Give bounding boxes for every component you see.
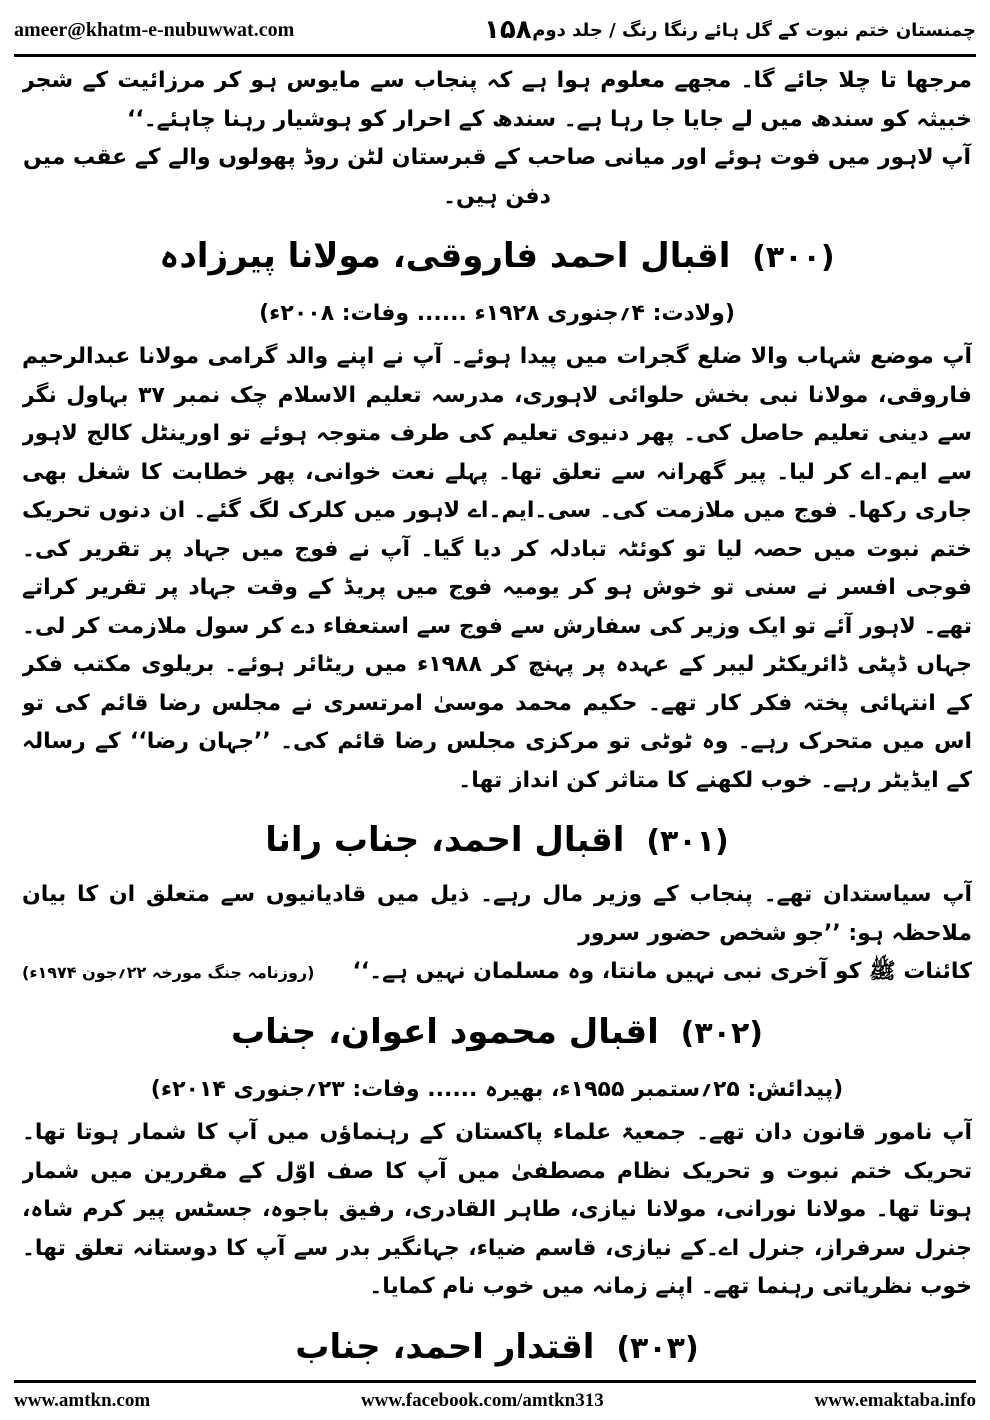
entry-number: (۳۰۲) [680,1016,763,1051]
entry-dates-302: (پیدائش: ۲۵؍ستمبر ۱۹۵۵ء، بھیرہ ...... وفات: ۲۳؍جنوری ۲۰۱۴ء) [150,1077,844,1102]
entry-number: (۳۰۱) [646,824,729,859]
page-footer [14,1386,976,1416]
quote-source: (روزنامہ جنگ مورخہ ۲۲؍جون ۱۹۷۴ء) [22,963,315,982]
page-number: ۱۵۸ [484,15,532,45]
entry-heading-300 [22,228,972,286]
entry-name: اقبال احمد، جناب رانا [265,820,625,860]
entry-body-300: آپ موضع شہاب والا ضلع گجرات میں پیدا ہوئے۔ آپ نے اپنے والد گرامی مولانا عبدالرحیم فاروقی، مولانا نبی بخش حلوائی لاہوری، مدرسہ تعلیم الاسلام چک نمبر ۳۷ بہاول نگر سے دینی تعلیم حاصل کی۔ پھر دنیوی تعلیم کی طرف متوجہ ہوئے تو اورینٹل کالج لاہور سے ایم۔اے کر لیا۔ پیر گھرانہ سے تعلق تھا۔ پہلے نعت خوانی، پھر خطابت کا شغل بھی جاری رکھا۔ فوج میں ملازمت کی۔ سی۔ایم۔اے لاہور میں کلرک لگ گئے۔ ان دنوں تحریک ختم نبوت میں حصہ لیا تو کوئٹہ تبادلہ کر دیا گیا۔ آپ نے فوج میں جہاد پر تقریر کی۔ فوجی افسر نے سنی تو خوش ہو کر یومیہ فوج میں پریڈ کے وقت جہاد پر تقریر کراتے تھے۔ لاہور آئے تو ایک وزیر کی سفارش سے فوج سے استعفاء دے کر سول ملازمت کر لی۔ جہاں ڈپٹی ڈائریکٹر لیبر کے عہدہ پر پہنچ کر ۱۹۸۸ء میں ریٹائر ہوئے۔ بریلوی مکتب فکر کے انتہائی پختہ فکر کار تھے۔ حکیم محمد موسیٰ امرتسری نے مجلس رضا قائم کی تو اس میں متحرک رہے۔ وہ ٹوٹی تو مرکزی مجلس رضا قائم کی۔ ’’جہان رضا‘‘ کے رسالہ کے ایڈیٹر رہے۔ خوب لکھنے کا متاثر کن انداز تھا۔ [22,344,972,793]
entry-name: اقبال احمد فاروقی، مولانا پیرزادہ [159,236,731,276]
entry-name: اقتدار احمد، جناب [295,1326,595,1367]
footer-link-facebook[interactable]: www.facebook.com/amtkn313 [360,1390,604,1411]
intro-burial-line: آپ لاہور میں فوت ہوئے اور میانی صاحب کے قبرستان لٹن روڈ پھولوں والے کے عقب میں دفن ہیں۔ [23,145,971,209]
intro-paragraph: مرجھا تا چلا جائے گا۔ مجھے معلوم ہوا ہے کہ پنجاب سے مایوس ہو کر مرزائیت کے شجر خبیثہ کو سندھ میں لے جایا جا رہا ہے۔ سندھ کے احرار کو ہوشیار رہنا چاہئے۔‘‘ [22,68,972,132]
entry-dates-300: (ولادت: ۴؍جنوری ۱۹۲۸ء ...... وفات: ۲۰۰۸ء) [259,301,735,326]
page-header [14,8,976,52]
entry-heading-302 [22,1004,972,1062]
page-content [22,62,972,1376]
entry-quote-line-301 [22,953,972,992]
footer-link-amtkn[interactable]: www.amtkn.com [14,1390,151,1411]
book-title: چمنستان ختم نبوت کے گل ہائے رنگا رنگ / جلد دوم [532,19,976,41]
header-divider [14,54,976,57]
entry-number: (۳۰۳) [616,1330,699,1366]
entry-heading-303 [22,1319,972,1377]
entry-name: اقبال محمود اعوان، جناب [230,1012,659,1052]
entry-body-301: آپ سیاستدان تھے۔ پنجاب کے وزیر مال رہے۔ ذیل میں قادیانیوں سے متعلق ان کا بیان ملاحظہ ہو: ’’جو شخص حضور سرور [22,882,972,946]
footer-divider [14,1380,976,1383]
entry-heading-301 [22,812,972,870]
entry-body-302: آپ نامور قانون دان تھے۔ جمعیۃ علماء پاکستان کے رہنماؤں میں آپ کا شمار ہوتا تھا۔ تحریک ختم نبوت و تحریک نظام مصطفیٰ میں آپ کا صف اوّل کے مقررین میں شمار ہوتا تھا۔ مولانا نورانی، مولانا نیازی، طاہر القادری، رفیق باجوہ، جسٹس پیر کرم شاہ، جنرل سرفراز، جنرل اے۔کے نیازی، قاسم ضیاء، جہانگیر بدر سے آپ کا دوستانہ تعلق تھا۔ خوب نظریاتی رہنما تھے۔ اپنے زمانہ میں خوب نام کمایا۔ [22,1120,972,1299]
entry-number: (۳۰۰) [752,240,835,275]
footer-link-emaktaba[interactable]: www.emaktaba.info [814,1390,976,1411]
quote-end: کائنات ﷺ کو آخری نبی نہیں مانتا، وہ مسلمان نہیں ہے۔‘‘ [352,959,972,984]
header-email: ameer@khatm-e-nubuwwat.com [14,18,295,41]
